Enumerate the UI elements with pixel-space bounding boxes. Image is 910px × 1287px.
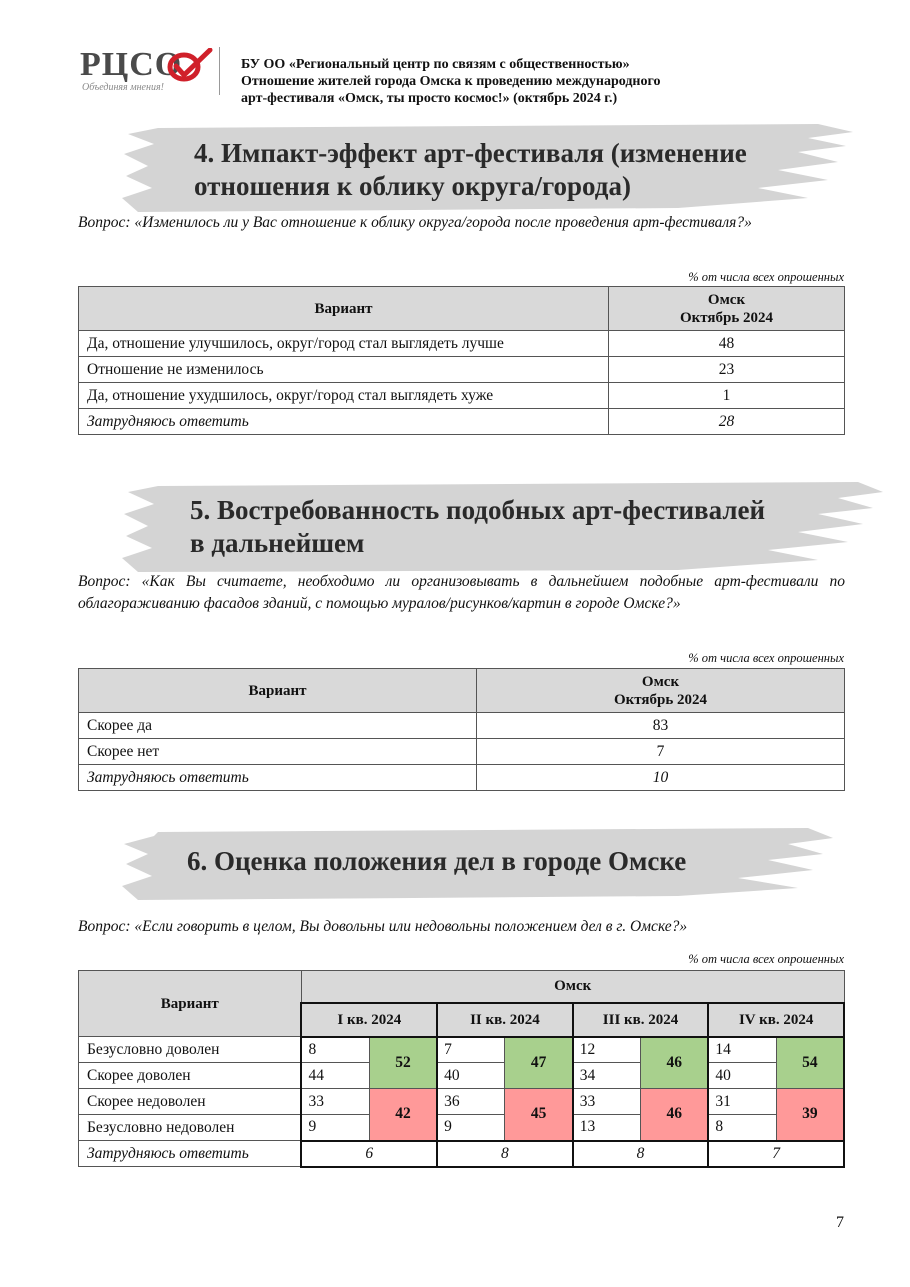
header-line: арт-фестиваля «Омск, ты просто космос!» (октябрь 2024 г.) bbox=[241, 91, 618, 106]
logo bbox=[80, 46, 220, 98]
logo-text: РЦСО bbox=[80, 46, 183, 83]
table-impact bbox=[78, 286, 845, 435]
checkmark-icon bbox=[166, 48, 214, 82]
table-row: Затрудняюсь ответить 28 bbox=[79, 409, 845, 435]
section-title-4: 4. Импакт-эффект арт-фестиваля (изменение отношения к облику округа/города) bbox=[194, 138, 747, 201]
column-header-quarter: IV кв. 2024 bbox=[708, 1003, 844, 1037]
header-line: Отношение жителей города Омска к проведению международного bbox=[241, 74, 661, 89]
column-header-quarter: II кв. 2024 bbox=[437, 1003, 573, 1037]
unit-note-5: % от числа всех опрошенных bbox=[688, 651, 844, 665]
question-4: Вопрос: «Изменилось ли у Вас отношение к облику округа/города после проведения арт-фестиваля?» bbox=[78, 214, 752, 231]
table-row: Безусловно недоволен 9 9 13 8 bbox=[79, 1115, 845, 1141]
table-row: Да, отношение улучшилось, округ/город стал выглядеть лучше 48 bbox=[79, 331, 845, 357]
column-header-variant: Вариант bbox=[79, 287, 609, 331]
column-header-city: Омск bbox=[301, 971, 844, 1003]
column-header-city: Омск Октябрь 2024 bbox=[609, 287, 845, 331]
table-row: Затрудняюсь ответить 10 bbox=[79, 765, 845, 791]
page-number: 7 bbox=[836, 1214, 844, 1231]
table-row: Скорее да 83 bbox=[79, 713, 845, 739]
question-6: Вопрос: «Если говорить в целом, Вы довольны или недовольны положением дел в г. Омске?» bbox=[78, 918, 688, 935]
section-title-5: 5. Востребованность подобных арт-фестивалей в дальнейшем bbox=[190, 495, 766, 558]
column-header-city: Омск Октябрь 2024 bbox=[477, 669, 845, 713]
section-title-6: 6. Оценка положения дел в городе Омске bbox=[187, 846, 687, 876]
table-satisfaction bbox=[78, 970, 845, 1168]
column-header-variant: Вариант bbox=[79, 669, 477, 713]
header-line: БУ ОО «Региональный центр по связям с общественностью» bbox=[241, 57, 630, 72]
table-row: Скорее нет 7 bbox=[79, 739, 845, 765]
unit-note-6: % от числа всех опрошенных bbox=[688, 952, 844, 966]
table-row: Скорее доволен 44 40 34 40 bbox=[79, 1063, 845, 1089]
unit-note-4: % от числа всех опрошенных bbox=[688, 270, 844, 284]
column-header-quarter: I кв. 2024 bbox=[301, 1003, 437, 1037]
table-row: Да, отношение ухудшилось, округ/город стал выглядеть хуже 1 bbox=[79, 383, 845, 409]
document-header bbox=[241, 56, 801, 107]
column-header-variant: Вариант bbox=[79, 971, 302, 1037]
table-row: Затрудняюсь ответить 6 8 8 7 bbox=[79, 1141, 845, 1167]
header-divider bbox=[219, 47, 220, 95]
logo-slogan: Объединяя мнения! bbox=[82, 82, 164, 93]
table-row: Безусловно доволен 8 52 7 47 12 46 14 54 bbox=[79, 1037, 845, 1063]
table-row: Отношение не изменилось 23 bbox=[79, 357, 845, 383]
table-row: Скорее недоволен 33 42 36 45 33 46 31 39 bbox=[79, 1089, 845, 1115]
question-5: Вопрос: «Как Вы считаете, необходимо ли организовывать в дальнейшем подобные арт-фестивали по облагораживанию фасадов зданий, с помощью муралов/рисунков/картин в городе Омске?» bbox=[78, 573, 845, 612]
table-demand bbox=[78, 668, 845, 791]
column-header-quarter: III кв. 2024 bbox=[573, 1003, 709, 1037]
